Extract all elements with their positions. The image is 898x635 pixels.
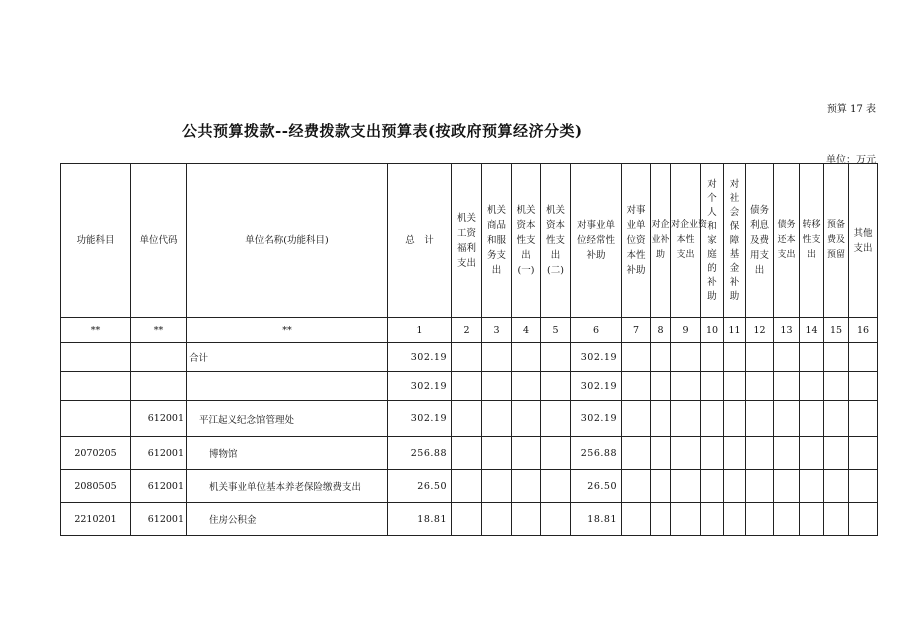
index-row: [61, 318, 878, 343]
total-cell: 18.81: [388, 503, 452, 536]
index-cell: 6: [571, 318, 622, 343]
header-col-8: 对企 业补 助: [651, 164, 671, 318]
header-col-14: 转移 性支 出: [800, 164, 824, 318]
header-col-12: 债务 利息 及费 用支 出: [746, 164, 774, 318]
index-cell: 12: [746, 318, 774, 343]
header-col-6: 对事业单 位经常性 补助: [571, 164, 622, 318]
unit-name-cell: 机关事业单位基本养老保险缴费支出: [187, 470, 388, 503]
index-cell: **: [187, 318, 388, 343]
index-cell: 14: [800, 318, 824, 343]
unit-code-cell: [131, 343, 187, 372]
table-row: [61, 437, 878, 470]
header-total: 总 计: [388, 164, 452, 318]
header-col-4: 机关 资本 性支 出 (一): [512, 164, 541, 318]
subsidy-cell: 302.19: [571, 372, 622, 401]
subsidy-cell: 26.50: [571, 470, 622, 503]
index-cell: 9: [671, 318, 701, 343]
index-cell: 13: [774, 318, 800, 343]
unit-code-cell: 612001: [131, 437, 187, 470]
func-code-cell: 2080505: [61, 470, 131, 503]
table-row: [61, 372, 878, 401]
func-code-cell: [61, 343, 131, 372]
table-row: [61, 503, 878, 536]
header-col-2: 机关 工资 福利 支出: [452, 164, 482, 318]
index-cell: 10: [701, 318, 724, 343]
header-col-5: 机关 资本 性支 出 (二): [541, 164, 571, 318]
index-cell: 2: [452, 318, 482, 343]
header-code: 单位代码: [131, 164, 187, 318]
total-cell: 302.19: [388, 401, 452, 437]
index-cell: 4: [512, 318, 541, 343]
func-code-cell: [61, 401, 131, 437]
header-col-7: 对事 业单 位资 本性 补助: [622, 164, 651, 318]
unit-code-cell: 612001: [131, 470, 187, 503]
header-col-3: 机关 商品 和服 务支 出: [482, 164, 512, 318]
header-col-10: 对 个 人 和 家 庭 的 补 助: [701, 164, 724, 318]
total-cell: 26.50: [388, 470, 452, 503]
index-cell: **: [61, 318, 131, 343]
unit-code-cell: 612001: [131, 503, 187, 536]
subsidy-cell: 256.88: [571, 437, 622, 470]
page-title: 公共预算拨款--经费拨款支出预算表(按政府预算经济分类): [182, 122, 583, 140]
index-cell: 11: [724, 318, 746, 343]
index-cell: 1: [388, 318, 452, 343]
total-cell: 256.88: [388, 437, 452, 470]
header-col-13: 债务 还本 支出: [774, 164, 800, 318]
index-cell: 15: [824, 318, 849, 343]
unit-code-cell: 612001: [131, 401, 187, 437]
unit-name-cell: 合计: [187, 343, 388, 372]
index-cell: 5: [541, 318, 571, 343]
header-col-9: 对企业资 本性 支出: [671, 164, 701, 318]
index-cell: 3: [482, 318, 512, 343]
header-name: 单位名称(功能科目): [187, 164, 388, 318]
total-cell: 302.19: [388, 343, 452, 372]
table-row: [61, 343, 878, 372]
header-func: 功能科目: [61, 164, 131, 318]
subsidy-cell: 18.81: [571, 503, 622, 536]
func-code-cell: 2210201: [61, 503, 131, 536]
func-code-cell: [61, 372, 131, 401]
header-row: [61, 164, 878, 318]
header-col-15: 预备 费及 预留: [824, 164, 849, 318]
table-row: [61, 401, 878, 437]
func-code-cell: 2070205: [61, 437, 131, 470]
form-number: 预算 17 表: [826, 104, 876, 115]
total-cell: 302.19: [388, 372, 452, 401]
index-cell: 7: [622, 318, 651, 343]
header-col-11: 对 社 会 保 障 基 金 补 助: [724, 164, 746, 318]
budget-table: [60, 163, 878, 536]
header-col-16: 其他 支出: [849, 164, 878, 318]
index-cell: 16: [849, 318, 878, 343]
subsidy-cell: 302.19: [571, 343, 622, 372]
unit-name-cell: 博物馆: [187, 437, 388, 470]
index-cell: **: [131, 318, 187, 343]
unit-label: 单位：万元: [826, 155, 876, 166]
unit-name-cell: 住房公积金: [187, 503, 388, 536]
index-cell: 8: [651, 318, 671, 343]
unit-name-cell: [187, 372, 388, 401]
subsidy-cell: 302.19: [571, 401, 622, 437]
unit-code-cell: [131, 372, 187, 401]
unit-name-cell: 平江起义纪念馆管理处: [187, 401, 388, 437]
table-row: [61, 470, 878, 503]
